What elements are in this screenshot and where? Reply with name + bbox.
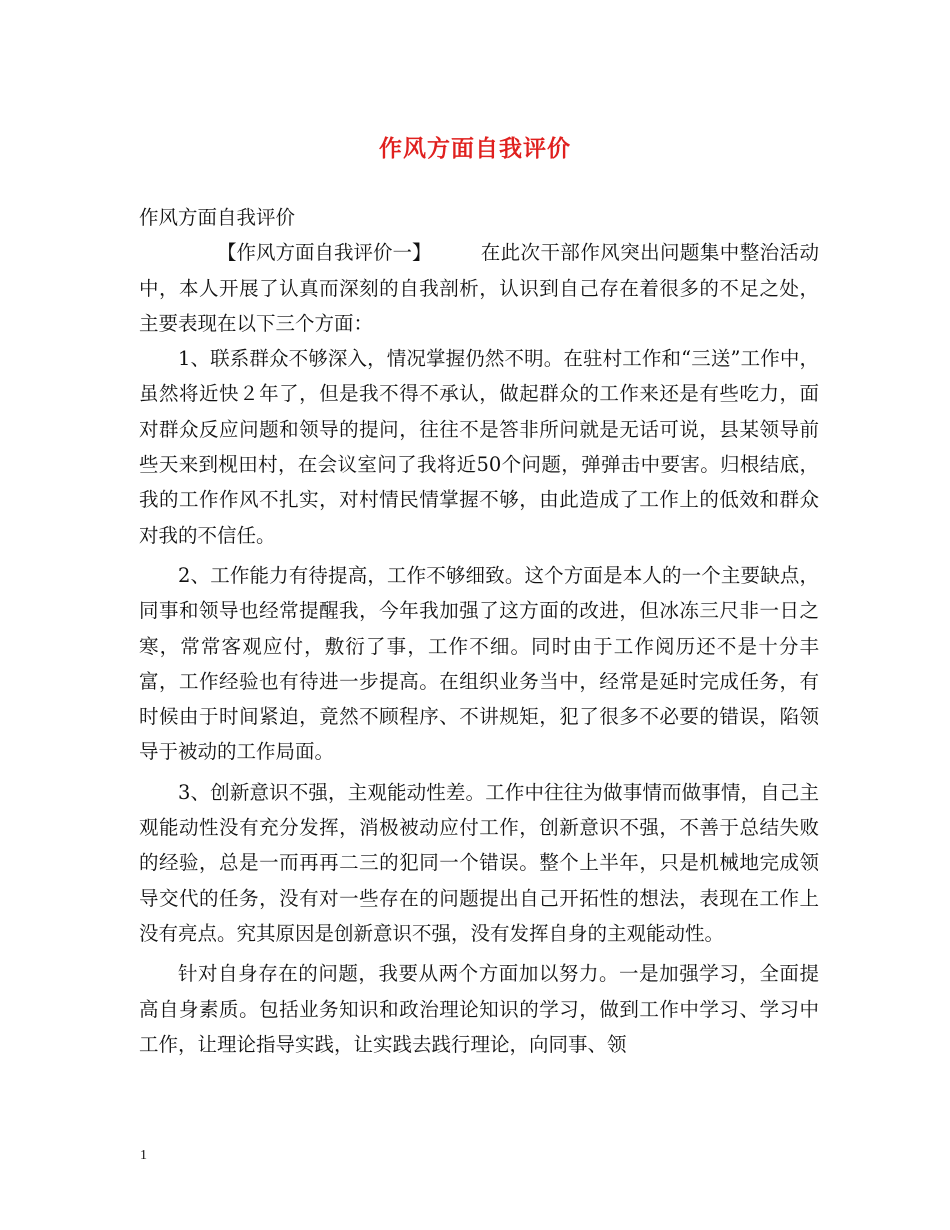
intro-paragraph <box>139 235 819 341</box>
paragraph-2: 2、工作能力有待提高，工作不够细致。这个方面是本人的一个主要缺点，同事和领导也经常提醒我，今年我加强了这方面的改进，但冰冻三尺非一日之寒，常常客观应付，敷衍了事，工作不细。同时由于工作阅历还不是十分丰富，工作经验也有待进一步提高。在组织业务当中，经常是延时完成任务，有时候由于时间紧迫，竟然不顾程序、不讲规矩，犯了很多不必要的错误，陷领导于被动的工作局面。 <box>139 563 819 764</box>
document-body <box>139 200 819 1062</box>
intro-text: 在此次干部作风突出问题集中整治活动中，本人开展了认真而深刻的自我剖析，认识到自己存在着很多的不足之处，主要表现在以下三个方面： <box>139 241 819 335</box>
paragraph-1: 1、联系群众不够深入，情况掌握仍然不明。在驻村工作和“三送”工作中，虽然将近快２年了，但是我不得不承认，做起群众的工作来还是有些吃力，面对群众反应问题和领导的提问，往往不是答非所问就是无话可说，县某领导前些天来到枧田村，在会议室问了我将近50个问题，弹弹击中要害。归根结底，我的工作作风不扎实，对村情民情掌握不够，由此造成了工作上的低效和群众对我的不信任。 <box>139 347 819 547</box>
document-title: 作风方面自我评价 <box>379 135 571 162</box>
section-heading: 【作风方面自我评价一】 <box>217 241 432 265</box>
paragraph-4: 针对自身存在的问题，我要从两个方面加以努力。一是加强学习，全面提高自身素质。包括业务知识和政治理论知识的学习，做到工作中学习、学习中工作，让理论指导实践，让实践去践行理论，向同事、领 <box>139 962 819 1056</box>
page-number: 1 <box>140 1148 147 1163</box>
paragraph-3: 3、创新意识不强，主观能动性差。工作中往往为做事情而做事情，自己主观能动性没有充分发挥，消极被动应付工作，创新意识不强，不善于总结失败的经验，总是一而再再二三的犯同一个错误。整个上半年，只是机械地完成领导交代的任务，没有对一些存在的问题提出自己开拓性的想法，表现在工作上没有亮点。究其原因是创新意识不强，没有发挥自身的主观能动性。 <box>139 780 819 945</box>
document-subtitle: 作风方面自我评价 <box>139 206 296 229</box>
